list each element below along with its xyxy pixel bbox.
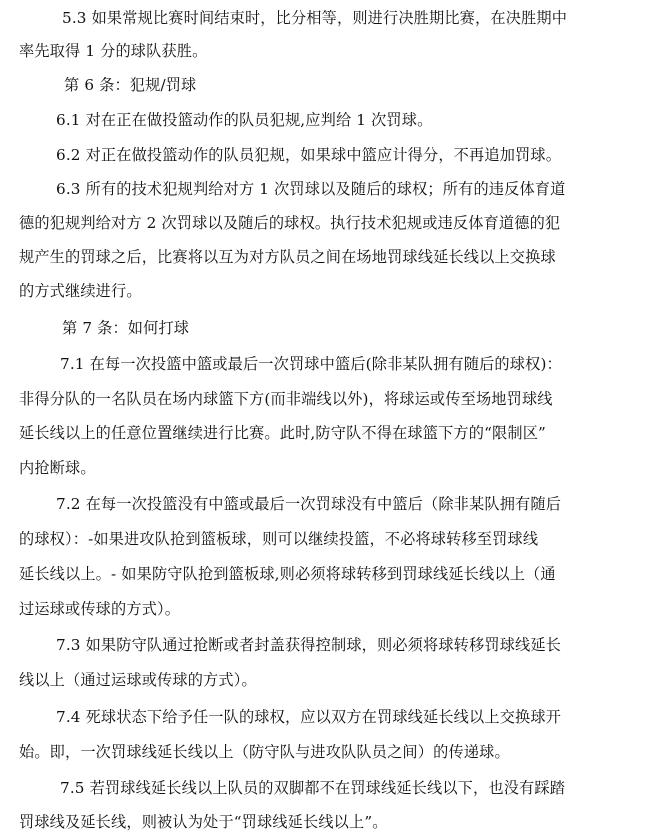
text-line: 的球权）：-如果进攻队抢到篮板球，则可以继续投篮，不必将球转移至罚球线 [19,530,539,548]
text-line: 罚球线及延长线，则被认为处于“罚球线延长线以上”。 [19,813,388,831]
text-line: 率先取得 1 分的球队获胜。 [19,42,208,60]
text-line: 过运球或传球的方式）。 [19,600,181,618]
text-line: 内抢断球。 [19,459,96,477]
text-line: 5.3 如果常规比赛时间结束时，比分相等，则进行决胜期比赛，在决胜期中 [62,9,568,27]
text-line: 规产生的罚球之后，比赛将以互为对方队员之间在场地罚球线延长线以上交换球 [19,248,556,266]
text-line: 7.1 在每一次投篮中篮或最后一次罚球中篮后(除非某队拥有随后的球权)： [60,355,562,373]
text-line: 的方式继续进行。 [19,282,142,300]
text-line: 延长线以上的任意位置继续进行比赛。此时,防守队不得在球篮下方的“限制区” [19,424,546,442]
text-line: 7.4 死球状态下给予任一队的球权，应以双方在罚球线延长线以上交换球开 [56,708,562,726]
text-line: 6.2 对正在做投篮动作的队员犯规，如果球中篮应计得分，不再追加罚球。 [56,146,562,164]
text-line: 延长线以上。- 如果防守队抢到篮板球,则必须将球转移到罚球线延长线以上（通 [19,565,556,583]
text-line: 德的犯规判给对方 2 次罚球以及随后的球权。执行技术犯规或违反体育道德的犯 [19,214,561,232]
text-line: 7.3 如果防守队通过抢断或者封盖获得控制球，则必须将球转移罚球线延长 [56,636,562,654]
text-line: 始。即，一次罚球线延长线以上（防守队与进攻队队员之间）的传递球。 [19,743,510,761]
text-line: 6.1 对在正在做投篮动作的队员犯规,应判给 1 次罚球。 [56,111,433,129]
text-line: 7.2 在每一次投篮没有中篮或最后一次罚球没有中篮后（除非某队拥有随后 [56,495,562,513]
text-line: 非得分队的一名队员在场内球篮下方(而非端线以外)，将球运或传至场地罚球线 [19,390,553,408]
text-line: 线以上（通过运球或传球的方式）。 [19,671,257,689]
text-line: 7.5 若罚球线延长线以上队员的双脚都不在罚球线延长线以下，也没有踩踏 [60,779,566,797]
section-heading: 第 7 条：如何打球 [62,319,190,337]
section-heading: 第 6 条：犯规/罚球 [64,76,197,94]
text-line: 6.3 所有的技术犯规判给对方 1 次罚球以及随后的球权；所有的违反体育道 [56,180,566,198]
